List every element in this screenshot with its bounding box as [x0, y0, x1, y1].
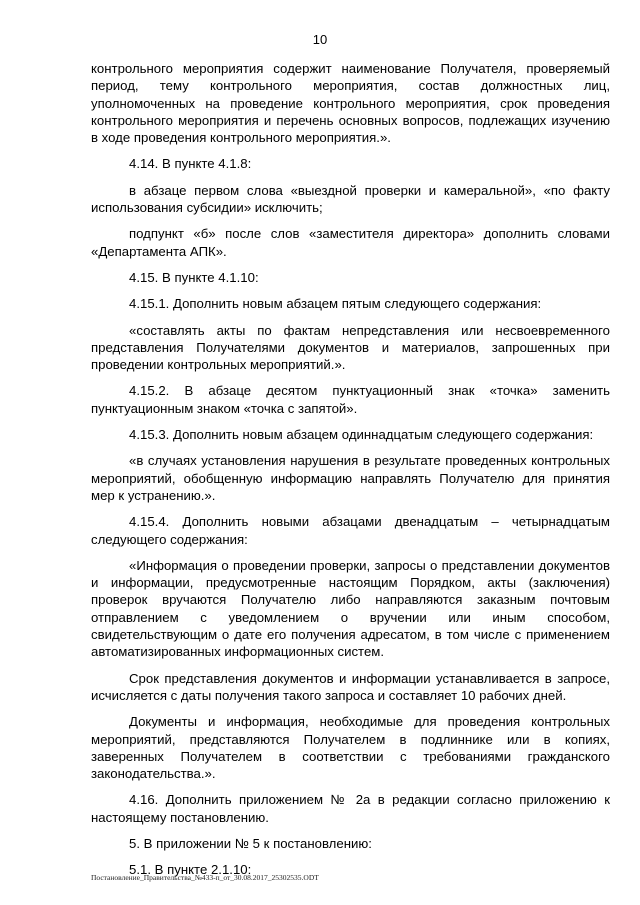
- paragraph: подпункт «б» после слов «заместителя директора» дополнить словами «Департамента АПК».: [91, 226, 610, 259]
- paragraph: Документы и информация, необходимые для проведения контрольных мероприятий, представляются Получателем в подлиннике или в копиях, заверенных Получателем в соответствии с требованиями гражданского законодательства.».: [91, 714, 610, 782]
- paragraph: 4.14. В пункте 4.1.8:: [129, 156, 252, 172]
- paragraph: «в случаях установления нарушения в результате проведенных контрольных мероприятий, обобщенную информацию направлять Получателю для принятия мер к устранению.».: [91, 453, 610, 503]
- paragraph: 5.1. В пункте 2.1.10:: [129, 862, 252, 878]
- paragraph: контрольного мероприятия содержит наименование Получателя, проверяемый период, тему контрольного мероприятия, состав должностных лиц, уполномоченных на проведение контрольного мероприятия, срок проведения контрольного мероприятия и перечень основных вопросов, подлежащих изучению в ходе проведения контрольного мероприятия.».: [91, 61, 610, 146]
- paragraph: 4.15.3. Дополнить новым абзацем одиннадцатым следующего содержания:: [129, 427, 594, 443]
- document-body: [91, 60, 610, 888]
- paragraph: Срок представления документов и информации устанавливается в запросе, исчисляется с даты получения такого запроса и составляет 10 рабочих дней.: [91, 670, 610, 703]
- paragraph: 4.15.1. Дополнить новым абзацем пятым следующего содержания:: [129, 296, 542, 312]
- paragraph: в абзаце первом слова «выездной проверки и камеральной», «по факту использования субсидии» исключить;: [91, 182, 610, 216]
- paragraph: 4.15. В пункте 4.1.10:: [129, 269, 259, 285]
- page-number: 10: [312, 32, 328, 47]
- paragraph: «Информация о проведении проверки, запросы о представлении документов и информации, предусмотренные настоящим Порядком, акты (заключения) проверок вручаются Получателю либо направляются заказным почтовым отправлением с уведомлением о вручении или иным способом, свидетельствующим о дате его получения адресатом, в том числе с применением автоматизированных информационных систем.: [91, 557, 610, 660]
- footer-filename: Постановление_Правительства_№433-п_от_30.08.2017_25302535.ODT: [91, 873, 319, 882]
- paragraph: 5. В приложении № 5 к постановлению:: [129, 835, 372, 851]
- paragraph: «составлять акты по фактам непредставления или несвоевременного представления Получателями документов и материалов, запрошенных при проведении контрольных мероприятий.».: [91, 322, 610, 373]
- paragraph: 4.15.4. Дополнить новыми абзацами двенадцатым – четырнадцатым следующего содержания:: [91, 514, 610, 547]
- paragraph: 4.15.2. В абзаце десятом пунктуационный знак «точка» заменить пунктуационным знаком «точка с запятой».: [91, 383, 610, 416]
- paragraph: 4.16. Дополнить приложением № 2а в редакции согласно приложению к настоящему постановлению.: [91, 792, 610, 825]
